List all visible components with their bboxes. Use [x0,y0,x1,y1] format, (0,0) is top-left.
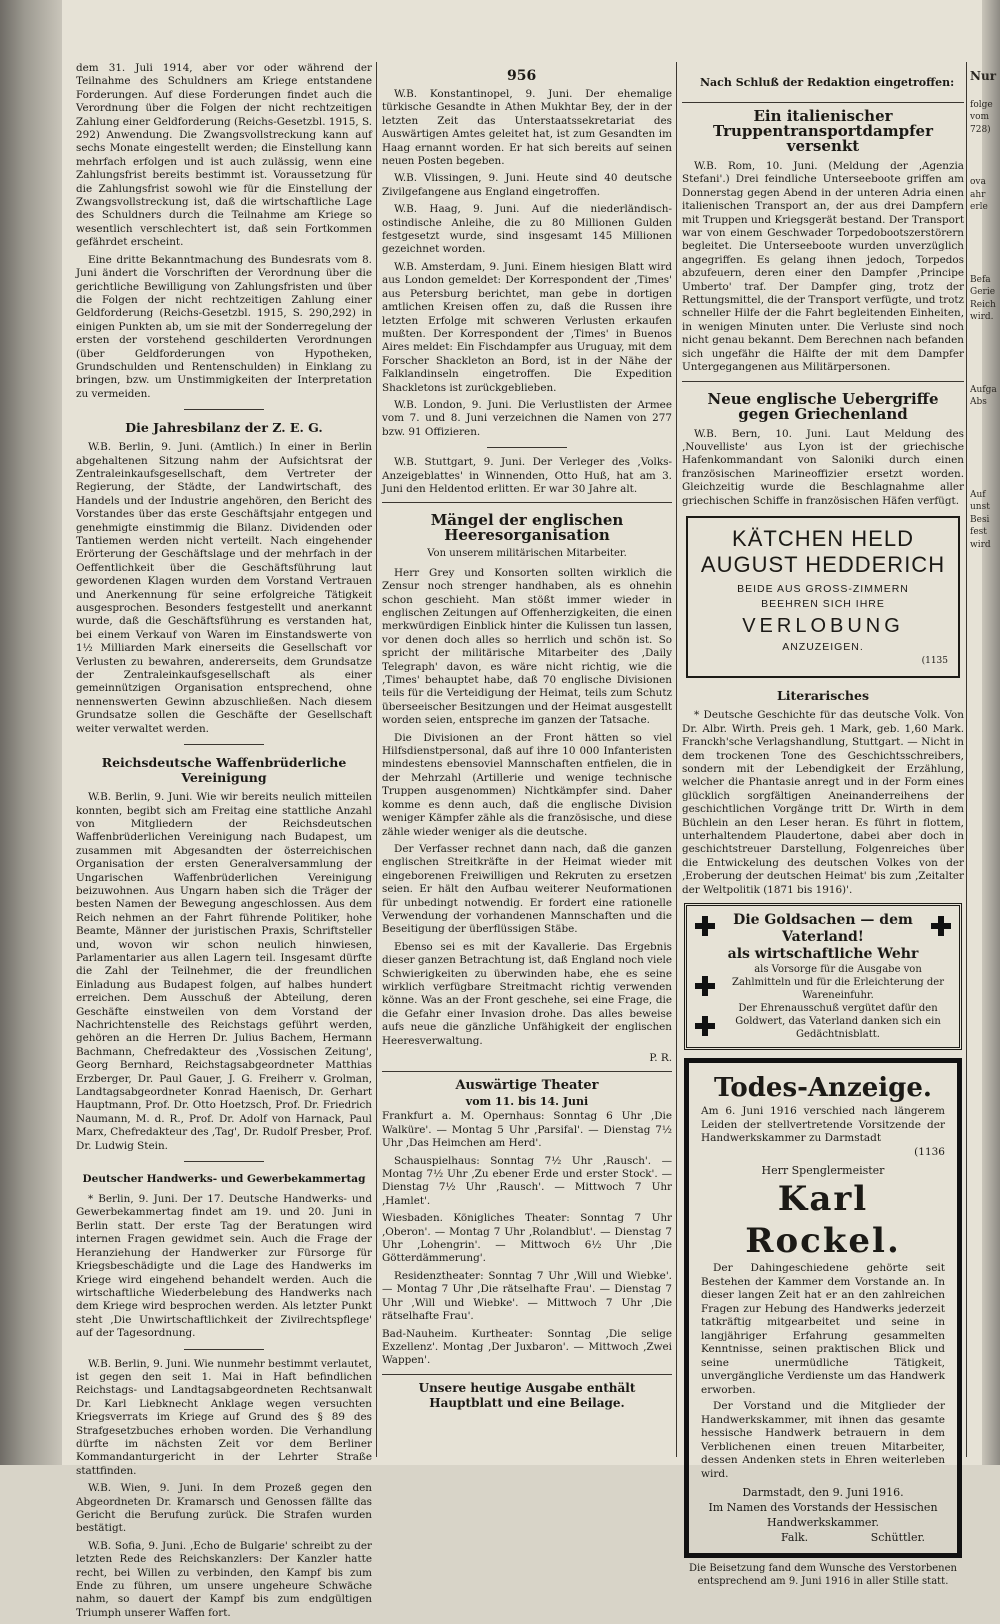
paragraph: W.B. Sofia, 9. Juni. ‚Echo de Bulgarie' schreibt zu der letzten Rede des Reichskanzlers: Der Kanzler hatte recht, bei Willen zu verbinden, den Kampf bis zum Ende zu führen, um unsere ungeheure Schwäche nahm, so dauert der Kampf bis zum endgültigen Triumph unserer Waffen fort. [76,1539,372,1619]
paragraph: W.B. Rom, 10. Juni. (Meldung der ‚Agenzia Stefani'.) Drei feindliche Unterseeboote griffen am Donnerstag gegen Abend in der unteren Adria einen italienischen Transport an, der aus drei Dampfern mit Truppen und Kriegsgerät bestand. Der Transport war von einem Geschwader Torpedobootszerstörern begleitet. Die Unterseeboote wurden unverzüglich angegriffen. Es gelang ihnen jedoch, Torpedos abzufeuern, deren einer den Dampfer ‚Principe Umberto' traf. Der Dampfer ging, trotz der Rettungsmittel, die der Transport verfügte, und trotz schneller Hilfe der die Fahrt begleitenden Einheiten, in wenigen Minuten unter. Die Verluste sind noch nicht genau bekannt. Dem Berechnen nach befanden sich ungefähr die Hälfte der mit dem Dampfer Untergegangenen aus Militärpersonen. [682,160,964,374]
paragraph: W.B. Konstantinopel, 9. Juni. Der ehemalige türkische Gesandte in Athen Mukhtar Bey, der in der letzten Zeit das Unterstaatssekretariat des Auswärtigen Amtes geleitet hat, ist zum Gesandten im Haag ernannt worden. Er hat sich bereits auf seinen neuen Posten begeben. [382,88,672,168]
section-title: Deutscher Handwerks- und Gewerbekammertag [82,1173,366,1186]
newspaper-page [62,0,997,1619]
paragraph: * Deutsche Geschichte für das deutsche Volk. Von Dr. Albr. Wirth. Preis geh. 1 Mark, geb. 1,60 Mark. Franckh'sche Verlagshandlung, Stuttgart. — Nicht in dem trockenen Tone des Geschichtsschreibers, sondern mit der Lebendigkeit der Erzählung, welcher die Phantasie anregt und in der Form eines glücklich sorgfältigen Aneinanderreihens der geschichtlichen Vorgänge tritt Dr. Wirth in dem Büchlein an den Leser heran. Es führt in flottem, unterhaltendem Plaudertone, dabei aber doch in geschichtstreuer Darstellung, Folgenreiches über die Entwickelung des deutschen Volkes von der ‚Eroberung der deutschen Heimat' bis zum ‚Zeitalter der Weltpolitik (1871 bis 1916)'. [682,709,964,896]
fragment: ova [970,177,986,187]
death-notice-date: Darmstadt, den 9. Juni 1916. [742,1486,904,1500]
column-3 [682,96,964,1588]
fragment: fest [970,527,987,537]
section-subtitle: Von unserem militärischen Mitarbeiter. [427,548,627,560]
iron-cross-icon [931,916,951,936]
iron-cross-icon [695,916,715,936]
late-news-header: Nach Schluß der Redaktion eingetroffen: [700,76,955,89]
death-notice-rank: Herr Spenglermeister [761,1164,885,1178]
section-title: Mängel der englischen Heeresorganisation [430,511,624,545]
fragment: erle [970,202,988,212]
engagement-name-2: AUGUST HEDDERICH [700,551,946,577]
edition-note: Unsere heutige Ausgabe enthält Hauptblatt und eine Beilage. [418,1380,636,1410]
engagement-closing: ANZUZEIGEN. [782,640,864,653]
fragment: unst [970,502,990,512]
death-notice-signature: Falk. [781,1531,809,1545]
divider [382,1071,672,1072]
paragraph: W.B. London, 9. Juni. Die Verlustlisten der Armee vom 7. und 8. Juni verzeichnen die Namen von 277 bzw. 91 Offizieren. [382,398,672,438]
fragment: Reich [970,299,996,310]
paragraph: W.B. Wien, 9. Juni. In dem Prozeß gegen den Abgeordneten Dr. Kramarsch und Genossen fällte das Gericht die Berufung zurück. Die Strafen wurden bestätigt. [76,1482,372,1535]
engagement-name-1: KÄTCHEN HELD [732,525,914,551]
paragraph: W.B. Stuttgart, 9. Juni. Der Verleger des ‚Volks-Anzeigeblattes' in Winnenden, Otto Huß, hat am 3. Juni den Heldentod erlitten. Er war 30 Jahre alt. [382,456,672,495]
iron-cross-icon [695,1016,715,1036]
fragment: vom [970,112,990,122]
fragment: Auf [970,489,986,500]
death-notice-text: Der Vorstand und die Mitglieder der Handwerkskammer, mit ihnen das gesamte hessische Handwerk betrauern in dem Verblichenen einen treuen Mitarbeiter, dessen Andenken stets in Ehren weiterleben wird. [701,1400,945,1480]
engagement-text: BEEHREN SICH IHRE [761,597,885,610]
fragment: Befa [970,274,991,285]
headline: Neue englische Uebergriffe gegen Griechenland [707,389,939,423]
scan-binding-edge [0,0,62,1465]
fragment: wird [970,539,991,550]
engagement-announcement [686,516,960,678]
fragment: 728) [970,124,991,135]
iron-cross-icon [695,976,715,996]
theatre-item: Bad-Nauheim. Kurtheater: Sonntag ‚Die selige Exzellenz'. Montag ‚Der Juxbaron'. — Mittwoch ‚Zwei Wappen'. [382,1327,672,1367]
theatre-item: Schauspielhaus: Sonntag 7½ Uhr ‚Rausch'. — Montag 7½ Uhr ‚Zu ebener Erde und erster Stock'. — Dienstag 7½ Uhr ‚Rausch'. — Mittwoch 7 Uhr ‚Hamlet'. [382,1154,672,1207]
gold-appeal-title: Vaterland! [782,929,864,946]
fragment: Abs [970,397,987,407]
fragment: Nur [970,70,997,83]
section-title: Die Jahresbilanz der Z. E. G. [125,420,323,436]
theatre-item: Wiesbaden. Königliches Theater: Sonntag 7 Uhr ‚Oberon'. — Montag 7 Uhr ‚Rolandblut'. — Dienstag 7 Uhr ‚Lohengrin'. — Mittwoch 6½ Uhr ‚Die Götterdämmerung'. [382,1212,672,1265]
theatre-item: Residenztheater: Sonntag 7 Uhr ‚Will und Wiebke'. — Montag 7 Uhr ‚Die rätselhafte Frau'. — Dienstag 7 Uhr ‚Will und Wiebke'. — Mittwoch 7 Uhr ‚Die rätselhafte Frau'. [382,1269,672,1323]
column-rule [966,62,967,1457]
death-notice-signature: Schüttler. [870,1531,925,1545]
paragraph: W.B. Berlin, 9. Juni. Wie nunmehr bestimmt verlautet, ist gegen den seit 1. Mai in Haft befindlichen Reichstags- und Landtagsabgeordneten Rechtsanwalt Dr. Karl Liebknecht Anklage wegen versuchten Kriegsverrats im Kriege auf Grund des § 89 des Strafgesetzbuches erhoben worden. Die Verhandlung dürfte im nächsten Zeit vor dem Berliner Kommandanturgericht in der Lehrter Straße stattfinden. [76,1357,372,1477]
death-notice-name: Karl Rockel. [745,1179,901,1262]
column-2 [382,88,672,1411]
death-notice-title: Todes-Anzeige. [714,1073,932,1104]
paragraph: W.B. Amsterdam, 9. Juni. Einem hiesigen Blatt wird aus London gemeldet: Der Korrespondent der ‚Times' aus Petersburg berichtet, man gebe in dortigen amtlichen Kreisen offen zu, daß die Russen ihre letzten Erfolge mit schweren Verlusten erkaufen mußten. Der Korrespondent der ‚Times' in Buenos Aires meldet: Ein Fischdampfer aus Uruguay, mit dem Forscher Shackleton an Bord, ist in der Nähe der Falklandinseln eingetroffen. Die Expedition Shackletons ist zurückgeblieben. [382,260,672,394]
divider [184,1161,264,1162]
paragraph: Ebenso sei es mit der Kavallerie. Das Ergebnis dieser ganzen Betrachtung ist, daß England noch viele Schwierigkeiten zu überwinden habe, ehe es seine wirklich verfügbare Streitmacht richtig verwenden könne. Was an der Front geschehe, sei eine Frage, die die Gefahr einer Invasion drohe. Das alles beweise aufs neue die gänzliche Unfähigkeit der englischen Heeresverwaltung. [382,940,672,1047]
ad-code: (1135 [921,655,948,666]
death-notice-text: Der Dahingeschiedene gehörte seit Bestehen der Kammer dem Vorstande an. In dieser langen Zeit hat er an den zahlreichen Fragen zur Hebung des Handwerks jederzeit tatkräftig mitgearbeitet und seine in langjähriger Erfahrung gesammelten Kenntnisse, seinen praktischen Blick und seine unermüdliche Tätigkeit, unvergängliche Verdienste um das Handwerk erworben. [701,1262,945,1396]
theatre-item: Frankfurt a. M. Opernhaus: Sonntag 6 Uhr ‚Die Walküre'. — Montag 5 Uhr ‚Parsifal'. — Dienstag 7½ Uhr ‚Das Heimchen am Herd'. [382,1110,672,1150]
divider [682,381,964,382]
paragraph: Eine dritte Bekanntmachung des Bundesrats vom 8. Juni ändert die Vorschriften der Verordnung über die gerichtliche Bewilligung von Zahlungsfristen und über die Folgen der nicht rechtzeitigen Zahlung einer Geldforderung (Reichs-Gesetzbl. 1915, S. 290,292) in einigen Punkten ab, um sie mit der Sonderregelung der ersten der vorstehend geschilderten Verordnungen (über Geldforderungen von Hypotheken, Grundschulden und Rentenschulden) in Einklang zu bringen, bzw. um Unstimmigkeiten der Interpretation zu vermeiden. [76,253,372,400]
fragment: folge [970,99,993,110]
paragraph: Herr Grey und Konsorten sollten wirklich die Zensur noch strenger handhaben, als es ohnehin schon geschieht. Man stößt immer wieder in englischen Zeitungen auf Offenherzigkeiten, die einen merkwürdigen Einblick hinter die Kulissen tun lassen, vor denen doch alles so herrlich und schön ist. So spricht der militärische Mitarbeiter des ‚Daily Telegraph' davon, es wäre nicht richtig, wie die ‚Times' behauptet habe, daß 70 englische Divisionen teils für die Verteidigung der Heimat, teils zum Schutz überseeischer Besitzungen und der Heimat ausgestellt worden seien, entspreche im ganzen der Tatsache. [382,566,672,727]
divider [487,447,567,448]
paragraph: * Berlin, 9. Juni. Der 17. Deutsche Handwerks- und Gewerbekammertag findet am 19. und 20. Juni in Berlin statt. Der erste Tag der Beratungen wird internen Fragen gewidmet sein. Auch die Frage der Heranziehung der Handwerker zur Fürsorge für Kriegsbeschädigte und die Lage des Handwerks im Kriege wird eingehend behandelt werden. Auch die wirtschaftliche Wiederbelebung des Handwerks nach dem Kriege wird besprochen werden. Als letzter Punkt steht ‚Die Unwirtschaftlichkeit der Zivilrechtspflege' auf der Tagesordnung. [76,1193,372,1340]
paragraph: W.B. Bern, 10. Juni. Laut Meldung des ‚Nouvelliste' aus Lyon ist der griechische Hafenkommandant von Saloniki durch einen französischen Marineoffizier ersetzt worden. Gleichzeitig wurde die Beschlagnahme aller griechischen Schiffe in französischen Häfen verfügt. [682,427,964,507]
theatre-title: Auswärtige Theater [455,1078,599,1094]
gold-appeal-text: Der Ehrenausschuß vergütet dafür den Goldwert, das Vaterland danken sich ein Gedächtnisblatt. [735,1003,941,1041]
divider [184,409,264,410]
engagement-origin: BEIDE AUS GROSS-ZIMMERN [737,582,909,595]
paragraph: W.B. Vlissingen, 9. Juni. Heute sind 40 deutsche Zivilgefangene aus England eingetroffen. [382,172,672,198]
fragment: ahr [970,189,986,200]
ad-code: (1136 [914,1145,945,1158]
column-1 [76,62,372,1624]
fragment: wird. [970,312,994,322]
divider [184,744,264,745]
column-4-cropped [970,70,1000,551]
paragraph: Der Verfasser rechnet dann nach, daß die ganzen englischen Streitkräfte in der Heimat wieder mit eingeborenen Freiwilligen und Rekruten zu ersetzen seien. Er hält den Aufbau weiterer Neuformationen für unbedingt notwendig. Er fordert eine rationelle Verwendung der vorhandenen Mannschaften und die Beseitigung der überflüssigen Stäbe. [382,842,672,936]
gold-appeal-title: als wirtschaftliche Wehr [727,946,919,963]
fragment: Besi [970,514,990,525]
article-signature: P. R. [649,1052,672,1064]
gold-appeal-box [684,903,962,1050]
paragraph: W.B. Berlin, 9. Juni. Wie wir bereits neulich mitteilen konnten, begibt sich am Freitag eine stattliche Anzahl von Mitgliedern der Reichsdeutschen Waffenbrüderlichen Vereinigung nach Budapest, um zusammen mit Abgesandten der österreichischen Organisation der ersten Generalversammlung der Ungarischen Waffenbrüderlichen Vereinigung beizuwohnen. Aus Ungarn haben sich die Träger der besten Namen der Bewegung angeschlossen. Aus dem Reich nehmen an der Fahrt führende Politiker, hohe Beamte, Männer der juristischen Praxis, Schriftsteller und, wovon wir schon neulich hinwiesen, Parlamentarier aus allen Lagern teil. Insgesamt dürfte die Zahl der Teilnehmer, die der freundlichen Einladung aus Budapest folgen, auf halbes hundert erreichen. Dem Ausschuß der Abteilung, deren Geschäfte einstweilen von dem Vorstand der Nachrichtenstelle des Reichstags geführt werden, gehören an die Herren Dr. Julius Bachem, Hermann Bachmann, Chefredakteur des ‚Vossischen Zeitung', Georg Bernhard, Reichstagsabgeordneter Matthias Erzberger, Dr. Paul Gauer, J. G. Freiherr v. Grolman, Landtagsabgeordneter Konrad Haenisch, Dr. Gerhart Hauptmann, Prof. Dr. Otto Hoetzsch, Prof. Dr. Friedrich Naumann, M. d. R., Prof. Dr. Adolf von Harnack, Paul Marx, Chefredakteur des ‚Tag', Dr. Rudolf Presber, Prof. Dr. Ludwig Stein. [76,791,372,1152]
paragraph: dem 31. Juli 1914, aber vor oder während der Teilnahme des Schuldners am Kriege entstandene Forderungen. Auf diese Forderungen findet auch die Verordnung über die Folgen der nicht rechtzeitigen Zahlung einer Geldforderung (Reichs-Gesetzbl. 1915, S. 292) Anwendung. Die Zwangsvollstreckung kann auf sechs Monate eingestellt werden; die Einstellung kann mehrfach erfolgen und ist auch zulässig, wenn eine Zahlungsfrist bereits bestimmt ist. Voraussetzung für die Zahlungsfrist sowohl wie für die Einstellung der Zwangsvollstreckung ist, daß die wirtschaftliche Lage des Schuldners durch die Teilnahme am Kriege so wesentlich verschlechtert ist, daß sein Fortkommen gefährdet erscheint. [76,62,372,249]
section-title: Reichsdeutsche Waffenbrüderliche Vereinigung [101,755,347,786]
paragraph: Die Divisionen an der Front hätten so viel Hilfsdienstpersonal, daß auf ihre 10 000 Infanteristen mindestens ebensoviel Mannschaften entfielen, die in der Mehrzahl (Artillerie und wenige technische Truppen ausgenommen) Nichtkämpfer sind. Daher komme es denn auch, daß die englische Division weniger Kämpfer zähle als die französische, und diese zähle wieder weniger als die deutsche. [382,731,672,838]
column-rule [676,62,677,1457]
page-number: 956 [507,68,537,84]
section-title: Literarisches [776,688,869,704]
paragraph: W.B. Haag, 9. Juni. Auf die niederländisch-ostindische Anleihe, die zu 80 Millionen Gulden festgesetzt wurde, sind insgesamt 145 Millionen gezeichnet worden. [382,203,672,256]
death-notice [684,1058,962,1558]
divider [382,502,672,503]
divider [382,1374,672,1375]
theatre-subtitle: vom 11. bis 14. Juni [465,1095,589,1109]
headline: Ein italienischer Truppentransportdampfer versenkt [713,107,933,155]
fragment: Gerie [970,287,996,297]
engagement-word: VERLOBUNG [742,614,904,637]
death-notice-board: Im Namen des Vorstands der Hessischen Handwerkskammer. [708,1501,938,1530]
divider [184,1349,264,1350]
death-notice-intro: Am 6. Juni 1916 verschied nach längerem Leiden der stellvertretende Vorsitzende der Handwerkskammer zu Darmstadt [701,1105,945,1145]
death-notice-footer: Die Beisetzung fand dem Wunsche des Verstorbenen entsprechend am 9. Juni 1916 in aller Stille statt. [689,1563,957,1588]
fragment: Aufga [970,384,997,395]
gold-appeal-text: als Vorsorge für die Ausgabe von Zahlmitteln und für die Erleichterung der Wareneinfuhr. [732,964,944,1002]
divider [682,102,964,103]
column-rule [376,62,377,1457]
gold-appeal-title: Die Goldsachen — dem [733,912,913,929]
paragraph: W.B. Berlin, 9. Juni. (Amtlich.) In einer in Berlin abgehaltenen Sitzung nahm der Aufsichtsrat der Zentraleinkaufsgesellschaft, dem Vertreter der Regierung, der Städte, der Landwirtschaft, des Handels und der Industrie angehören, den Bericht des Vorstandes über das erste Geschäftsjahr entgegen und genehmigte einstimmig die Bilanz. Dividenden oder Tantiemen werden nicht verteilt. Nach eingehender Erörterung der Geschäftslage und der mehrfach in der Oeffentlichkeit über die Geschäftsführung laut gewordenen Klagen wurden dem Vorstand Vertrauen und Anerkennung für seine erfolgreiche Tätigkeit ausgesprochen. Besonders festgestellt und anerkannt wurde, daß die Geschäftsführung es verstanden hat, bei einem Verkauf von Waren im Einstandswerte von 1½ Milliarden Mark einerseits die Gesellschaft vor Verlusten zu bewahren, andererseits, dem Grundsatze der Zentraleinkaufsgesellschaft als einer gemeinnützigen Organisation entsprechend, ohne nennenswerten Gewinn abzuschließen. Nach diesem Grundsatze sollen die Geschäfte der Gesellschaft weiter verwaltet werden. [76,441,372,735]
